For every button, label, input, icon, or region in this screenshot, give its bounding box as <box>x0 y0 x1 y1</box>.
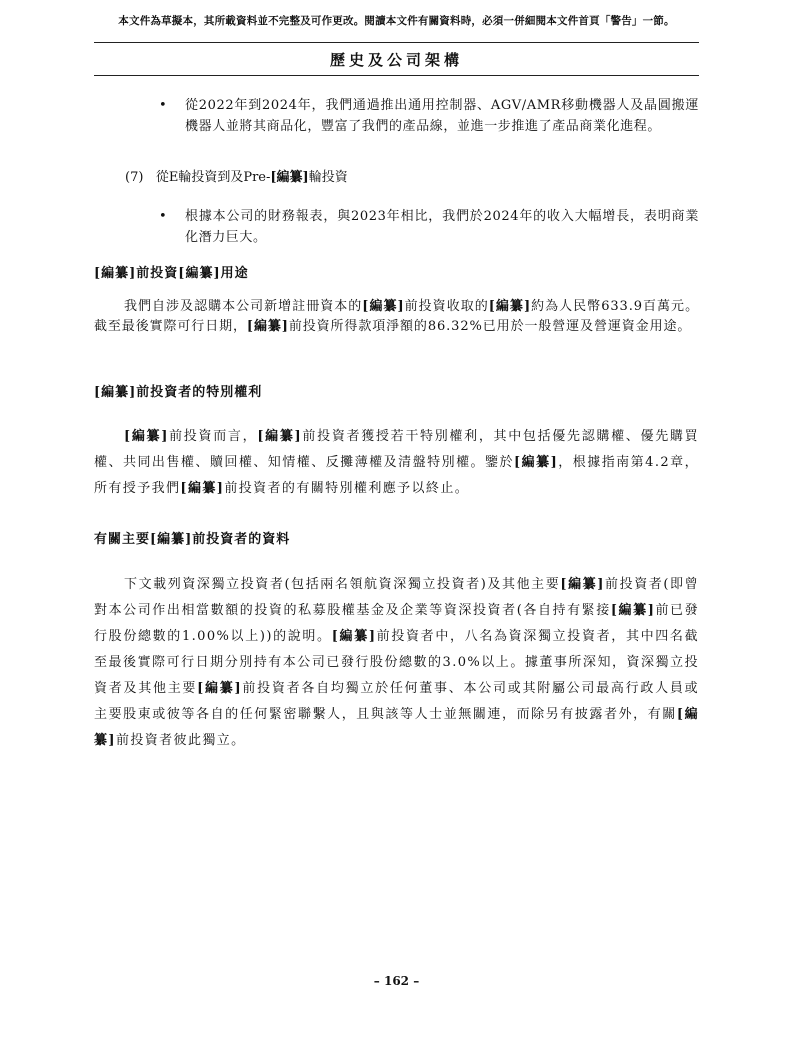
redacted-marker: [編纂] <box>246 319 289 334</box>
text-run: 前投資收取的 <box>404 299 489 314</box>
redacted-marker: [編纂] <box>514 455 559 470</box>
redacted-marker: [編纂] <box>270 170 309 185</box>
paragraph-special-rights <box>94 424 699 502</box>
page-number: – 162 – <box>373 974 420 988</box>
text-run: 約為人民幣633.9百萬元。截至最後實際可行日期， <box>94 299 699 334</box>
bullet-icon: • <box>159 209 167 224</box>
text-run: 我們自涉及認購本公司新增註冊資本的 <box>124 299 363 314</box>
heading-special-rights: [編纂]前投資者的特別權利 <box>94 385 263 400</box>
header-top-rule <box>94 42 699 43</box>
text-run: ，根據指南第4.2章，所有授予我們 <box>94 455 699 496</box>
bullet-icon: • <box>159 98 167 113</box>
bullet-paragraph-revenue-growth: 根據本公司的財務報表，與2023年相比，我們於2024年的收入大幅增長，表明商業化潛力巨大。 <box>185 209 699 245</box>
redacted-marker: [編纂] <box>362 299 405 314</box>
redacted-marker: [編纂] <box>197 681 243 696</box>
text-run: 前投資者中，八名為資深獨立投資者，其中四名截至最後實際可行日期分別持有本公司已發行股份總數的3.0%以上。據董事所深知，資深獨立投資者及其他主要 <box>94 629 699 696</box>
redacted-marker: [編纂] <box>560 577 605 592</box>
list-item-seven <box>125 167 348 188</box>
text-run: 前投資者彼此獨立。 <box>115 733 246 748</box>
paragraph-use-of-proceeds <box>94 297 699 337</box>
header-bottom-rule <box>94 75 699 76</box>
text-run: 前投資者的有關特別權利應予以終止。 <box>224 481 470 496</box>
redacted-marker: [編纂] <box>94 707 699 748</box>
redacted-marker: [編纂] <box>488 299 531 314</box>
text-run: 前投資所得款項淨額的86.32%已用於一般營運及營運資金用途。 <box>288 319 692 334</box>
text-run: 前投資而言， <box>168 429 258 444</box>
text-run: 下文載列資深獨立投資者(包括兩名領航資深獨立投資者)及其他主要 <box>124 577 561 592</box>
draft-warning-banner: 本文件為草擬本，其所載資料並不完整及可作更改。閱讀本文件有關資料時，必須一併細閱本文件首頁「警告」一節。 <box>118 15 675 27</box>
paragraph-investor-information <box>94 572 699 754</box>
redacted-marker: [編纂] <box>124 429 169 444</box>
section-title: 歷史及公司架構 <box>329 51 463 69</box>
redacted-marker: [編纂] <box>180 481 225 496</box>
text-run: 前投資者獲授若干特別權利，其中包括優先認購權、優先購買權、共同出售權、贖回權、知情權、反攤薄權及清盤特別權。鑒於 <box>94 429 700 470</box>
list-item-number: (7) <box>125 170 144 185</box>
text-run: 前投資者(即曾對本公司作出相當數額的投資的私募股權基金及企業等資深投資者(各自持有緊接 <box>94 577 700 618</box>
bullet-paragraph-product-line: 從2022年到2024年，我們通過推出通用控制器、AGV/AMR移動機器人及晶圓搬運機器人並將其商品化，豐富了我們的產品線，並進一步推進了產品商業化進程。 <box>185 98 699 134</box>
redacted-marker: [編纂] <box>331 629 377 644</box>
heading-use-of-proceeds: [編纂]前投資[編纂]用途 <box>94 266 249 281</box>
list-item-text: 輪投資 <box>308 170 348 185</box>
heading-investor-information: 有關主要[編纂]前投資者的資料 <box>94 532 291 547</box>
text-run: 前投資者各自均獨立於任何董事、本公司或其附屬公司最高行政人員或主要股東或彼等各自的任何緊密聯繫人，且與該等人士並無關連，而除另有披露者外，有關 <box>94 681 699 722</box>
list-item-text: 從E輪投資到及Pre- <box>155 170 271 185</box>
text-run: 前已發行股份總數的1.00%以上))的說明。 <box>94 603 699 644</box>
redacted-marker: [編纂] <box>610 603 656 618</box>
redacted-marker: [編纂] <box>257 429 303 444</box>
